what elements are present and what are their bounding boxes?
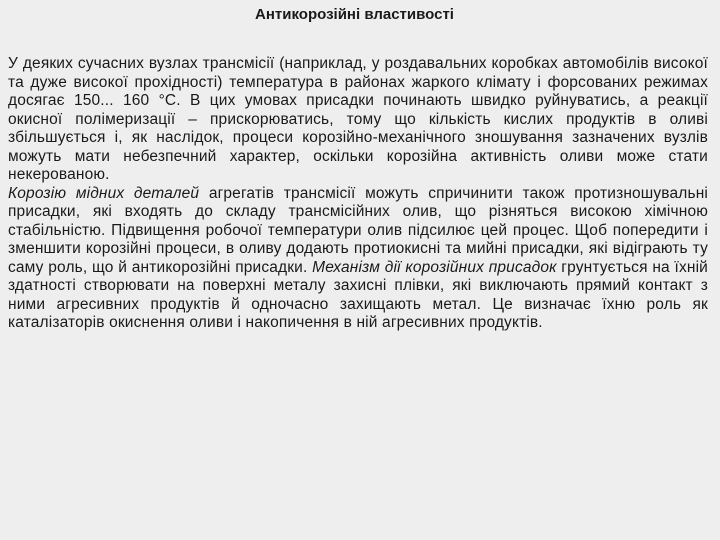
slide-title: Антикорозійні властивості	[255, 6, 454, 23]
paragraph-2-text-a: агрегатів трансмісії можуть спричинити також протизношувальні присадки, які входять до складу трансмісійних олив, що різняться високою хімічною стабільністю. Підвищення робочої температури олив підсилює цей процес. Щоб попередити і зменшити корозійні процеси, в оливу додають протиокисні та мийні присадки, які відіграють ту саму роль, що й антикорозійні присадки.	[8, 184, 708, 276]
italic-term-mechanism: Механізм дії корозійних присадок	[312, 258, 557, 276]
slide-body	[8, 55, 708, 333]
paragraph-2-text-b: грунтується на їхній здатності створювати на поверхні металу захисні плівки, які виключають прямий контакт з ними агресивних продуктів й одночасно захищають метал. Це визначає їхню роль як каталізаторів окиснення оливи і накопичення в ній агресивних продуктів.	[8, 258, 708, 331]
italic-term-copper-corrosion: Корозію мідних деталей	[8, 184, 200, 202]
paragraph-2	[8, 185, 708, 333]
paragraph-1: У деяких сучасних вузлах трансмісії (наприклад, у роздавальних коробках автомобілів високої та дуже високої прохідності) температура в районах жаркого клімату і форсованих режимах досягає 150... 160 °С. В цих умовах присадки починають швидко руйнуватись, а реакції окисної полімеризації – прискорюватись, тому що кількість кислих продуктів в оливі збільшується і, як наслідок, процеси корозійно-механічного зношування зазначених вузлів можуть мати небезпечний характер, оскільки корозійна активність оливи може стати некерованою.	[8, 55, 708, 183]
